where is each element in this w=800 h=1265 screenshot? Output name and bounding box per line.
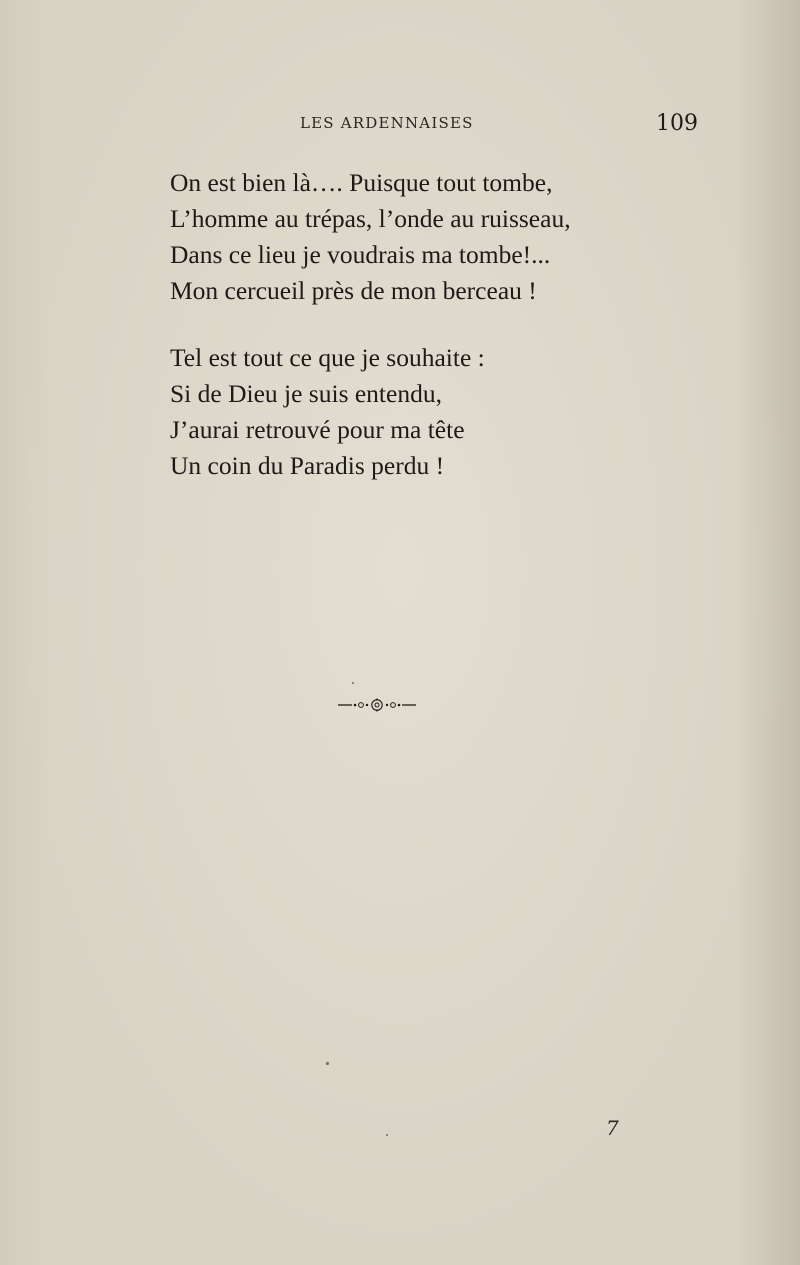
verse-line: L’homme au trépas, l’onde au ruisseau, [170,204,571,233]
fleuron-ornament-icon [338,697,416,713]
verse-line: Un coin du Paradis perdu ! [170,451,445,480]
verse-line: Mon cercueil près de mon berceau ! [170,276,537,305]
page-number: 109 [656,111,698,136]
verse-line: Dans ce lieu je voudrais ma tombe!... [170,240,551,269]
paper-speck [326,1062,329,1065]
poem-stanza-1 [170,165,571,309]
verse-line: On est bien là…. Puisque tout tombe, [170,168,553,197]
signature-mark: 7 [606,1116,619,1140]
verse-line: J’aurai retrouvé pour ma tête [170,415,465,444]
paper-speck [386,1134,388,1136]
running-header-title: LES ARDENNAISES [300,114,474,132]
verse-line: Si de Dieu je suis entendu, [170,379,442,408]
paper-speck [352,682,354,684]
poem-stanza-2 [170,340,485,484]
verse-line: Tel est tout ce que je souhaite : [170,343,485,372]
